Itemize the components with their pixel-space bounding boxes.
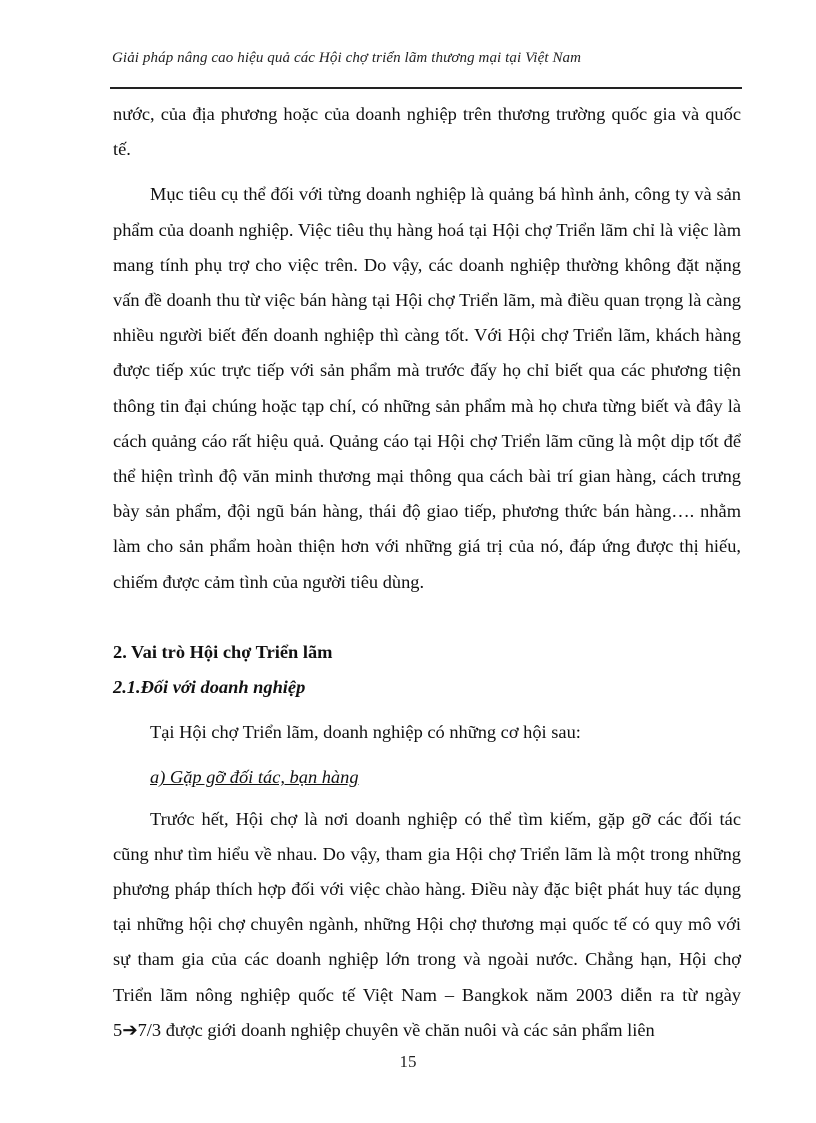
paragraph-gap bbox=[113, 167, 741, 177]
section-heading: 2. Vai trò Hội chợ Triển lãm bbox=[113, 641, 333, 662]
paragraph-gap bbox=[113, 750, 741, 760]
paragraph-objective: Mục tiêu cụ thể đối với từng doanh nghiệp là quảng bá hình ảnh, công ty và sản phẩm của doanh nghiệp. Việc tiêu thụ hàng hoá tại Hội chợ Triển lãm chỉ là việc làm mang tính phụ trợ cho việc trên. Do vậy, các doanh nghiệp thường không đặt nặng vấn đề doanh thu từ việc bán hàng tại Hội chợ Triển lãm, mà điều quan trọng là càng nhiều người biết đến doanh nghiệp thì càng tốt. Với Hội chợ Triển lãm, khách hàng được tiếp xúc trực tiếp với sản phẩm mà trước đấy họ chỉ biết qua các phương tiện thông tin đại chúng hoặc tạp chí, có những sản phẩm mà họ chưa từng biết và đây là cách quảng cáo rất hiệu quả. Quảng cáo tại Hội chợ Triển lãm cũng là một dịp tốt để thể hiện trình độ văn minh thương mại thông qua cách bài trí gian hàng, cách trưng bày sản phẩm, đội ngũ bán hàng, thái độ giao tiếp, phương thức bán hàng…. nhằm làm cho sản phẩm hoàn thiện hơn với những giá trị của nó, đáp ứng được thị hiếu, chiếm được cảm tình của người tiêu dùng. bbox=[113, 184, 741, 592]
header-divider bbox=[110, 87, 742, 89]
subsection-heading: 2.1.Đối với doanh nghiệp bbox=[113, 677, 306, 698]
running-header: Giải pháp nâng cao hiệu quả các Hội chợ triển lãm thương mại tại Việt Nam bbox=[112, 50, 582, 66]
page-number: 15 bbox=[399, 1052, 417, 1071]
subheading-a: a) Gặp gỡ đối tác, bạn hàng bbox=[150, 767, 359, 788]
document-body bbox=[113, 97, 741, 1048]
paragraph-gap bbox=[113, 705, 741, 715]
paragraph-partners: Trước hết, Hội chợ là nơi doanh nghiệp có thể tìm kiếm, gặp gỡ các đối tác cũng như tìm hiểu về nhau. Do vậy, tham gia Hội chợ Triển lãm là một trong những phương pháp thích hợp đối với việc chào hàng. Điều này đặc biệt phát huy tác dụng tại những hội chợ chuyên ngành, những Hội chợ thương mại quốc tế có quy mô với sự tham gia của các doanh nghiệp lớn trong và ngoài nước. Chẳng hạn, Hội chợ Triển lãm nông nghiệp quốc tế Việt Nam – Bangkok năm 2003 diễn ra từ ngày 5➔7/3 được giới doanh nghiệp chuyên về chăn nuôi và các sản phẩm liên bbox=[113, 808, 741, 1040]
paragraph-continuation: nước, của địa phương hoặc của doanh nghiệp trên thương trường quốc gia và quốc tế. bbox=[113, 104, 741, 160]
paragraph-intro: Tại Hội chợ Triển lãm, doanh nghiệp có những cơ hội sau: bbox=[150, 722, 581, 743]
section-gap bbox=[113, 600, 741, 635]
